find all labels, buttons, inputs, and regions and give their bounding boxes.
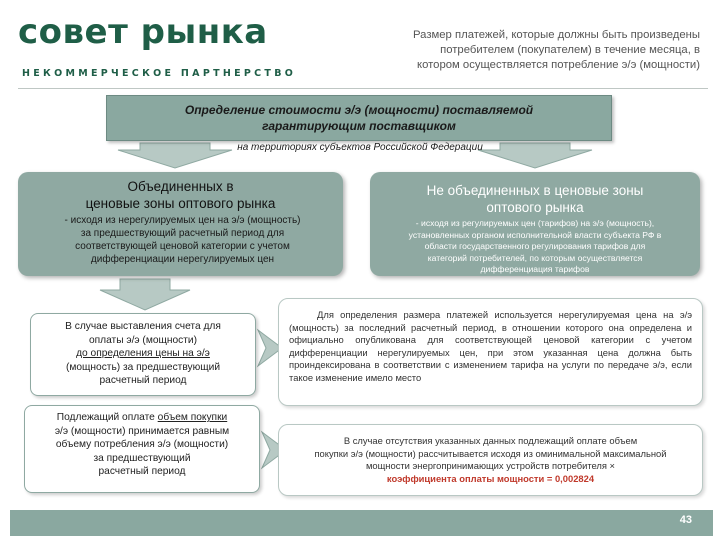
panel-body-line: за предшествующий расчетный период для [80,228,285,239]
unified-zones-panel [18,172,343,276]
box-line: до определения цены на э/э [76,348,210,359]
top-box-line: Определение стоимости э/э (мощности) поставляемой [184,103,534,117]
panel-body-line: - исходя из регулируемых цен (тарифов) на э/э (мощность), [415,218,655,228]
panel-title-line: Не объединенных в ценовые зоны [426,183,644,198]
panel-body-line: дифференциации нерегулируемых цен [90,254,275,265]
box-line: мощности энергопринимающих устройств потребителя × [365,460,616,471]
slide-title-line: потребителем (покупателем) в течение месяца, в [440,44,700,56]
territory-label: на территориях субъектов Российской Федерации [237,142,483,153]
non-unified-zones-title [370,182,700,216]
box-line: расчетный период [99,375,187,386]
unified-zones-text [30,214,335,266]
panel-body-line: соответствующей ценовой категории с учетом [75,241,290,252]
box-text-underlined: объем покупки [157,412,228,423]
panel-body-line: категорий потребителей, по которым осуществляется [427,252,643,263]
box-line: В случае выставления счета для [65,321,221,332]
slide-title-line: котором осуществляется потребление э/э (мощности) [417,59,700,71]
box-line: (мощность) за предшествующий [65,361,221,373]
box-line: э/э (мощности) принимается равным [54,425,230,437]
panel-body-line: - исходя из нерегулируемых цен на э/э (мощность) [64,215,301,226]
volume-rule-box [24,405,260,493]
page-number: 43 [679,514,692,526]
logo-subtitle: НЕКОММЕРЧЕСКОЕ ПАРТНЕРСТВО [22,68,297,79]
price-rule-text: Для определения размера платежей используется нерегулируемая цена на э/э (мощность) за последний расчетный период, в отношении которого она определена и официально опубликована для соответствующей ценовой категории с учетом дифференциации нерегулируемых цен, при этом указанная цена должна быть проиндексирована в соответствии с изменением тарифа на услуги по передаче э/э, если такое изменение имело место [289,309,692,383]
panel-body-line: установленных органом исполнительной власти субъекта РФ в [408,229,662,240]
top-definition-box [106,95,612,141]
logo-wordmark: совет рынка [18,12,268,52]
price-rule-box [278,298,703,406]
non-unified-zones-text [384,218,686,276]
invoice-condition-box [30,313,256,396]
payment-coefficient: коэффициента оплаты мощности = 0,002824 [386,472,595,484]
footer-bar [10,510,713,536]
arrow-down-icon [100,279,190,310]
fallback-rule-box [278,424,703,496]
box-text: Подлежащий оплате [56,412,158,423]
top-box-line: гарантирующим поставщиком [262,119,456,133]
non-unified-zones-panel [370,172,700,276]
box-line: расчетный период [98,466,186,477]
panel-body-line: дифференциация тарифов [480,264,590,274]
box-line [25,411,259,425]
panel-title-line: ценовые зоны оптового рынка [85,196,276,211]
panel-title-line: Объединенных в [127,179,234,194]
box-line: В случае отсутствия указанных данных подлежащий оплате объем [343,435,638,446]
box-line: оплаты э/э (мощности) [88,334,198,346]
panel-body-line: области государственного регулирования тарифов для [424,241,646,251]
panel-title-line: оптового рынка [486,200,584,215]
box-line: за предшествующий [93,452,191,464]
box-line: покупки э/э (мощности) рассчитывается исходя из оминимальной максимальной [314,447,667,459]
unified-zones-title [18,178,343,212]
slide-title-line: Размер платежей, которые должны быть произведены [413,29,700,41]
box-line: объему потребления э/э (мощности) [55,439,229,450]
